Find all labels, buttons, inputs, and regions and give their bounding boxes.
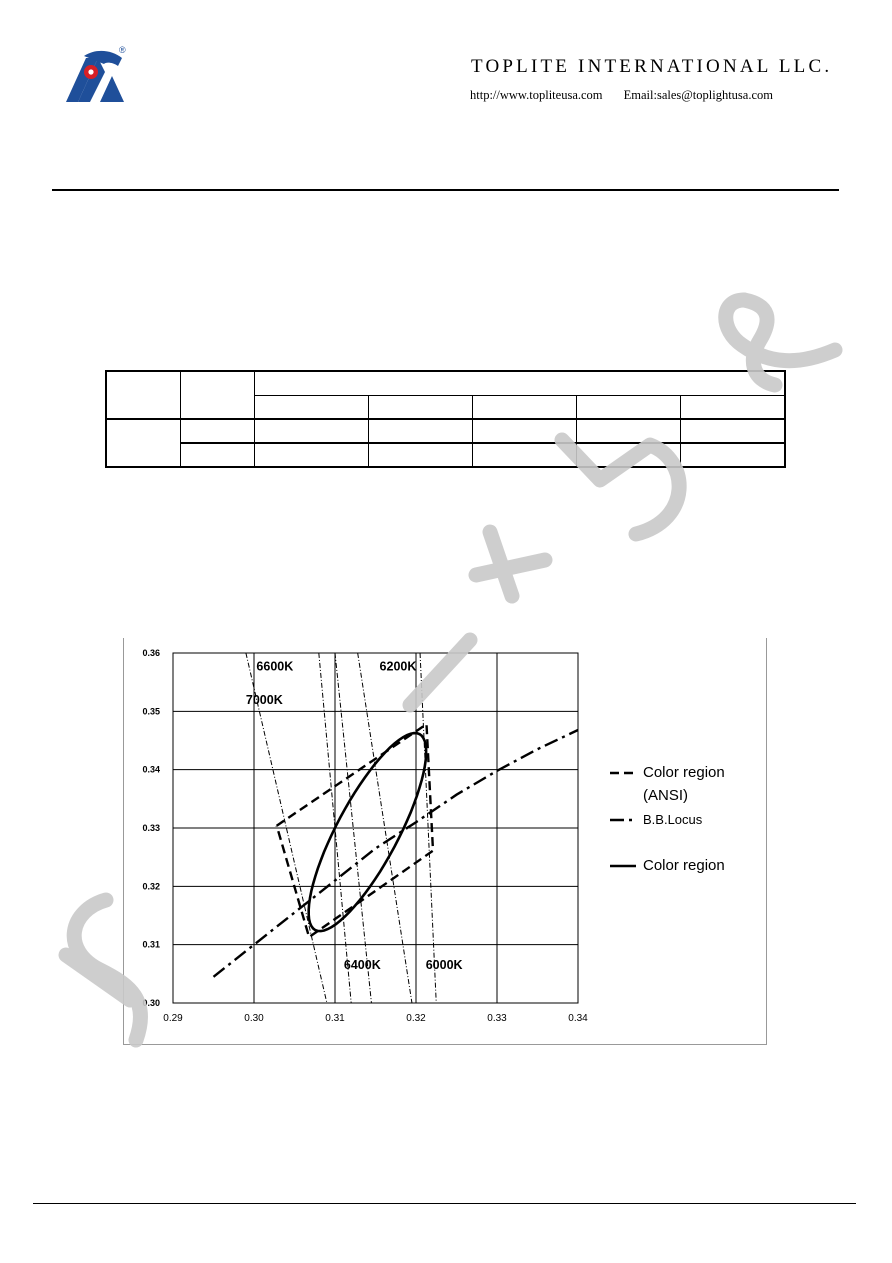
table-cell — [180, 443, 254, 467]
y-tick-label: 0.34 — [142, 764, 160, 775]
cct-label: 6400K — [343, 958, 381, 973]
y-tick-label: 0.33 — [142, 823, 160, 833]
cct-label: 6200K — [379, 659, 417, 674]
table-cell — [254, 443, 368, 467]
y-tick-label: 0.32 — [142, 881, 160, 892]
table-cell — [681, 419, 785, 443]
legend-label: Color region (ANSI) — [643, 764, 725, 804]
x-tick-label: 0.31 — [325, 1013, 345, 1024]
table-cell — [180, 419, 254, 443]
series-color-region — [309, 733, 426, 931]
table-cell — [681, 395, 785, 419]
x-tick-label: 0.34 — [568, 1013, 588, 1024]
spec-table — [105, 370, 786, 468]
x-tick-label: 0.32 — [406, 1013, 426, 1024]
table-cell — [106, 419, 180, 467]
chromaticity-chart — [123, 638, 767, 1045]
cct-label: 6600K — [256, 659, 294, 674]
chart-svg — [123, 638, 767, 1045]
table-cell — [472, 419, 576, 443]
table-cell — [368, 395, 472, 419]
legend-label: Color region — [643, 857, 725, 874]
series-bb-locus — [214, 730, 579, 977]
table-cell — [254, 419, 368, 443]
cct-label: 7000K — [245, 692, 283, 707]
table-cell — [577, 419, 681, 443]
company-logo — [60, 42, 140, 106]
x-tick-label: 0.30 — [244, 1013, 264, 1024]
header-divider — [52, 189, 839, 191]
table-cell — [577, 395, 681, 419]
footer-divider — [33, 1203, 856, 1204]
website-link[interactable]: http://www.topliteusa.com — [470, 88, 603, 102]
email-link[interactable]: Email:sales@toplightusa.com — [623, 88, 773, 102]
contact-line — [470, 88, 773, 103]
company-name: TOPLITE INTERNATIONAL LLC. — [471, 56, 833, 77]
table-cell — [106, 371, 180, 419]
legend-label: B.B.Locus — [643, 812, 703, 827]
x-tick-label: 0.29 — [163, 1013, 183, 1024]
y-tick-label: 0.31 — [142, 939, 160, 950]
y-tick-label: 0.35 — [142, 706, 160, 717]
table-cell — [368, 443, 472, 467]
table-cell — [472, 443, 576, 467]
x-tick-label: 0.33 — [487, 1013, 507, 1024]
table-cell — [180, 371, 254, 419]
table-cell — [368, 419, 472, 443]
table-cell — [254, 371, 785, 395]
table-cell — [254, 395, 368, 419]
y-tick-label: 0.30 — [142, 998, 160, 1008]
table-cell — [681, 443, 785, 467]
registered-mark: ® — [119, 45, 126, 55]
table-cell — [577, 443, 681, 467]
y-tick-label: 0.36 — [142, 648, 160, 658]
cct-label: 6000K — [425, 958, 463, 973]
table-cell — [472, 395, 576, 419]
chart-frame — [124, 638, 767, 1045]
